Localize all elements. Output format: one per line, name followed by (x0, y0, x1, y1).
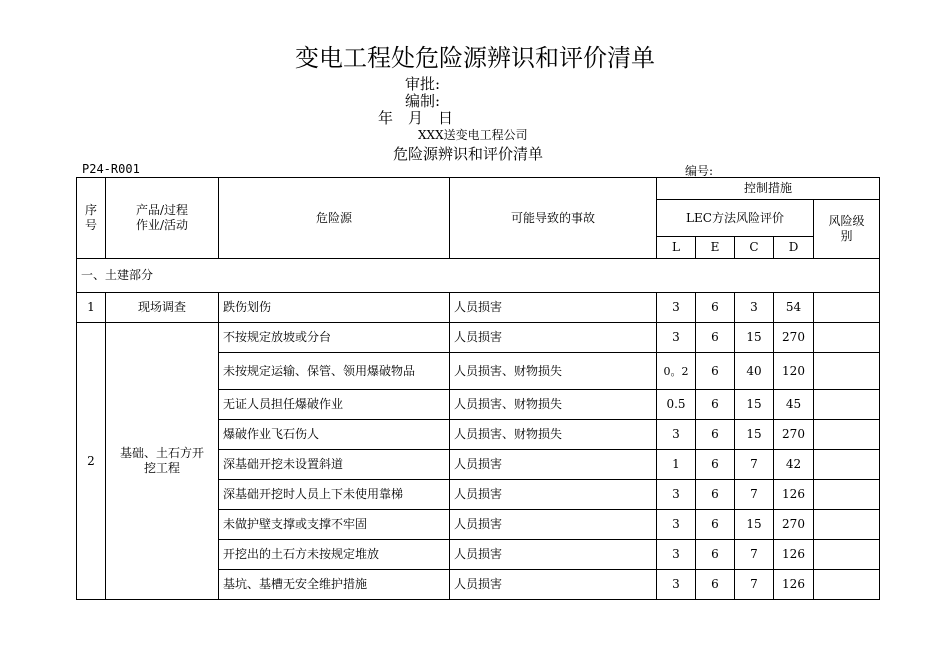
row-d: 126 (774, 480, 814, 510)
row-l: 3 (657, 540, 696, 570)
row-accident: 人员损害、财物损失 (450, 353, 657, 390)
row-d: 126 (774, 570, 814, 600)
row-accident: 人员损害 (450, 480, 657, 510)
row-hazard: 基坑、基槽无安全维护措施 (219, 570, 450, 600)
row-l: 3 (657, 293, 696, 323)
row-c: 7 (735, 570, 774, 600)
row-risk (814, 353, 880, 390)
row-hazard: 深基础开挖未设置斜道 (219, 450, 450, 480)
row-l: 3 (657, 510, 696, 540)
row-c: 15 (735, 323, 774, 353)
section-heading: 一、土建部分 (77, 259, 880, 293)
row-c: 15 (735, 420, 774, 450)
row-c: 7 (735, 480, 774, 510)
row-accident: 人员损害 (450, 510, 657, 540)
row-d: 270 (774, 420, 814, 450)
row-d: 270 (774, 510, 814, 540)
row-l: 0.5 (657, 390, 696, 420)
table-body (77, 178, 880, 600)
row-accident: 人员损害 (450, 293, 657, 323)
row-d: 126 (774, 540, 814, 570)
row-l: 3 (657, 480, 696, 510)
document-subtitle: 危险源辨识和评价清单 (393, 145, 544, 163)
row-hazard: 跌伤划伤 (219, 293, 450, 323)
row-risk (814, 293, 880, 323)
row-seq: 2 (77, 323, 106, 600)
header-l: L (657, 237, 696, 259)
row-e: 6 (696, 510, 735, 540)
header-d: D (774, 237, 814, 259)
row-risk (814, 540, 880, 570)
header-lec: LEC方法风险评价 (657, 200, 814, 237)
row-accident: 人员损害 (450, 323, 657, 353)
row-c: 3 (735, 293, 774, 323)
header-risk: 风险级 别 (814, 200, 880, 259)
row-e: 6 (696, 540, 735, 570)
row-hazard: 开挖出的土石方未按规定堆放 (219, 540, 450, 570)
row-hazard: 无证人员担任爆破作业 (219, 390, 450, 420)
row-risk (814, 323, 880, 353)
header-seq: 序 号 (77, 178, 106, 259)
row-accident: 人员损害、财物损失 (450, 390, 657, 420)
row-l: 3 (657, 323, 696, 353)
row-process: 基础、土石方开 挖工程 (106, 323, 219, 600)
row-e: 6 (696, 450, 735, 480)
header-control: 控制措施 (657, 178, 880, 200)
date-label: 年 月 日 (378, 109, 454, 127)
row-e: 6 (696, 390, 735, 420)
row-c: 7 (735, 450, 774, 480)
row-risk (814, 510, 880, 540)
row-hazard: 未做护壁支撑或支撑不牢固 (219, 510, 450, 540)
row-accident: 人员损害、财物损失 (450, 420, 657, 450)
header-accident: 可能导致的事故 (450, 178, 657, 259)
row-risk (814, 570, 880, 600)
row-d: 45 (774, 390, 814, 420)
row-e: 6 (696, 323, 735, 353)
row-d: 54 (774, 293, 814, 323)
company-name: XXX送变电工程公司 (418, 128, 528, 142)
row-accident: 人员损害 (450, 570, 657, 600)
row-hazard: 爆破作业飞石伤人 (219, 420, 450, 450)
header-process: 产品/过程 作业/活动 (106, 178, 219, 259)
row-l: 3 (657, 570, 696, 600)
header-e: E (696, 237, 735, 259)
row-hazard: 未按规定运输、保管、领用爆破物品 (219, 353, 450, 390)
row-e: 6 (696, 570, 735, 600)
row-l: 1 (657, 450, 696, 480)
row-e: 6 (696, 480, 735, 510)
row-risk (814, 480, 880, 510)
document-code: P24-R001 (82, 162, 140, 176)
row-process: 现场调查 (106, 293, 219, 323)
row-seq: 1 (77, 293, 106, 323)
row-l: 3 (657, 420, 696, 450)
row-d: 42 (774, 450, 814, 480)
document-title: 变电工程处危险源辨识和评价清单 (295, 44, 655, 72)
row-accident: 人员损害 (450, 540, 657, 570)
approve-label: 审批: (405, 75, 441, 93)
row-e: 6 (696, 420, 735, 450)
row-hazard: 深基础开挖时人员上下未使用靠梯 (219, 480, 450, 510)
row-d: 270 (774, 323, 814, 353)
row-c: 7 (735, 540, 774, 570)
number-label: 编号: (685, 164, 714, 178)
row-hazard: 不按规定放坡或分台 (219, 323, 450, 353)
row-risk (814, 450, 880, 480)
row-d: 120 (774, 353, 814, 390)
row-accident: 人员损害 (450, 450, 657, 480)
row-risk (814, 390, 880, 420)
row-c: 15 (735, 390, 774, 420)
row-e: 6 (696, 353, 735, 390)
row-c: 15 (735, 510, 774, 540)
row-c: 40 (735, 353, 774, 390)
row-risk (814, 420, 880, 450)
hazard-table (76, 177, 880, 600)
compile-label: 编制: (405, 92, 441, 110)
row-l: 0。2 (657, 353, 696, 390)
header-c: C (735, 237, 774, 259)
header-hazard: 危险源 (219, 178, 450, 259)
row-e: 6 (696, 293, 735, 323)
